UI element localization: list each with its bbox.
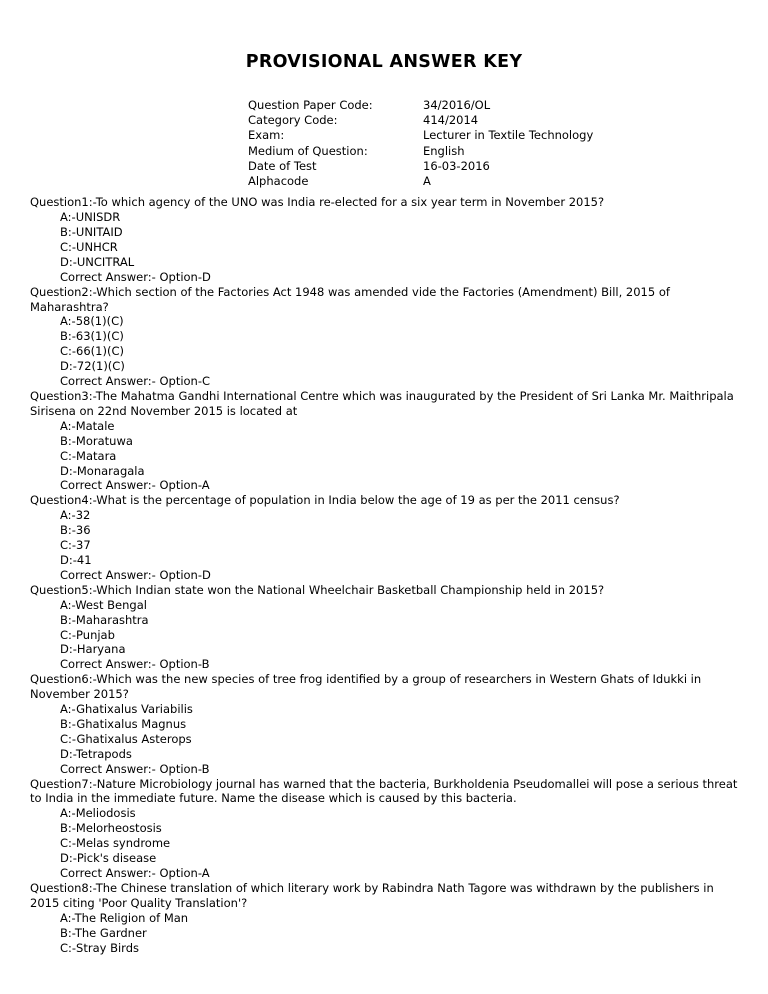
- correct-answer: Correct Answer:- Option-D: [60, 567, 211, 582]
- correct-answer: Correct Answer:- Option-A: [60, 478, 210, 493]
- question-block: [30, 285, 738, 389]
- metadata-row: [248, 128, 738, 143]
- option-item: D:-Tetrapods: [60, 746, 132, 761]
- option-item: D:-UNCITRAL: [60, 254, 135, 269]
- metadata-label: Medium of Question:: [248, 143, 368, 158]
- question-block: [30, 583, 738, 672]
- question-text: Question2:-Which section of the Factories Act 1948 was amended vide the Factories (Amendment) Bill, 2015 of Maharashtra?: [30, 284, 670, 314]
- option-item: D:-72(1)(C): [60, 359, 125, 374]
- option-item: C:-Ghatixalus Asterops: [60, 731, 192, 746]
- correct-answer: Correct Answer:- Option-B: [60, 761, 210, 776]
- option-item: A:-Ghatixalus Variabilis: [60, 702, 193, 717]
- option-item: A:-West Bengal: [60, 597, 147, 612]
- option-item: B:-Ghatixalus Magnus: [60, 716, 187, 731]
- exam-metadata: [248, 98, 738, 189]
- metadata-value: 34/2016/OL: [423, 98, 491, 112]
- metadata-value: A: [423, 174, 431, 189]
- correct-answer: Correct Answer:- Option-B: [60, 657, 210, 672]
- metadata-row: [248, 98, 738, 113]
- question-block: [30, 777, 738, 881]
- option-item: C:-Melas syndrome: [60, 836, 171, 851]
- page-title: PROVISIONAL ANSWER KEY: [245, 52, 523, 72]
- correct-answer: Correct Answer:- Option-D: [60, 269, 211, 284]
- metadata-row: [248, 113, 738, 128]
- option-item: D:-Haryana: [60, 642, 126, 657]
- metadata-value: 16-03-2016: [423, 158, 490, 173]
- option-item: A:-32: [60, 508, 91, 523]
- metadata-value: English: [423, 143, 465, 158]
- question-block: [30, 195, 738, 284]
- metadata-value: Lecturer in Textile Technology: [423, 128, 594, 143]
- metadata-label: Category Code:: [248, 113, 338, 128]
- option-item: D:-41: [60, 552, 92, 567]
- metadata-row: [248, 144, 738, 159]
- question-text: Question7:-Nature Microbiology journal has warned that the bacteria, Burkholdenia Pseudomallei will pose a serious threat to India in the immediate future. Name the disease which is caused by this bacteria.: [30, 776, 738, 806]
- option-item: B:-Maharashtra: [60, 612, 149, 627]
- option-item: A:-Matale: [60, 418, 115, 433]
- question-answer-list: [30, 195, 738, 955]
- option-item: B:-36: [60, 523, 91, 538]
- question-block: [30, 389, 738, 493]
- metadata-row: [248, 159, 738, 174]
- metadata-label: Exam:: [248, 128, 285, 143]
- correct-answer: Correct Answer:- Option-C: [60, 374, 211, 389]
- option-item: C:-UNHCR: [60, 239, 118, 254]
- option-item: C:-37: [60, 538, 91, 553]
- option-item: A:-UNISDR: [60, 210, 121, 225]
- option-item: A:-Meliodosis: [60, 806, 136, 821]
- correct-answer: Correct Answer:- Option-A: [60, 866, 210, 880]
- option-item: B:-63(1)(C): [60, 329, 124, 344]
- question-text: Question1:-To which agency of the UNO was India re-elected for a six year term in November 2015?: [30, 195, 605, 210]
- option-item: C:-66(1)(C): [60, 344, 124, 359]
- question-text: Question4:-What is the percentage of population in India below the age of 19 as per the 2011 census?: [30, 493, 620, 508]
- metadata-row: [248, 174, 738, 189]
- question-block: [30, 881, 738, 956]
- option-item: C:-Punjab: [60, 627, 115, 642]
- question-block: [30, 493, 738, 582]
- option-item: B:-The Gardner: [60, 925, 147, 940]
- option-item: D:-Pick's disease: [60, 851, 157, 866]
- question-text: Question5:-Which Indian state won the National Wheelchair Basketball Championship held in 2015?: [30, 582, 605, 597]
- option-item: C:-Matara: [60, 448, 117, 463]
- option-item: D:-Monaragala: [60, 463, 145, 478]
- question-block: [30, 672, 738, 776]
- option-item: C:-Stray Birds: [60, 940, 140, 955]
- option-item: B:-Moratuwa: [60, 433, 133, 448]
- metadata-label: Date of Test: [248, 158, 317, 173]
- question-text: Question6:-Which was the new species of tree frog identified by a group of researchers in Western Ghats of Idukki in November 2015?: [30, 672, 702, 702]
- option-item: B:-Melorheostosis: [60, 821, 162, 836]
- question-text: Question8:-The Chinese translation of which literary work by Rabindra Nath Tagore was withdrawn by the publishers in 2015 citing 'Poor Quality Translation'?: [30, 880, 714, 910]
- metadata-label: Alphacode: [248, 174, 309, 189]
- metadata-value: 414/2014: [423, 113, 479, 128]
- metadata-label: Question Paper Code:: [248, 98, 373, 112]
- question-text: Question3:-The Mahatma Gandhi International Centre which was inaugurated by the President of Sri Lanka Mr. Maithripala Sirisena on 22nd November 2015 is located at: [30, 389, 734, 418]
- option-item: B:-UNITAID: [60, 225, 123, 240]
- option-item: A:-The Religion of Man: [60, 910, 189, 925]
- option-item: A:-58(1)(C): [60, 314, 124, 329]
